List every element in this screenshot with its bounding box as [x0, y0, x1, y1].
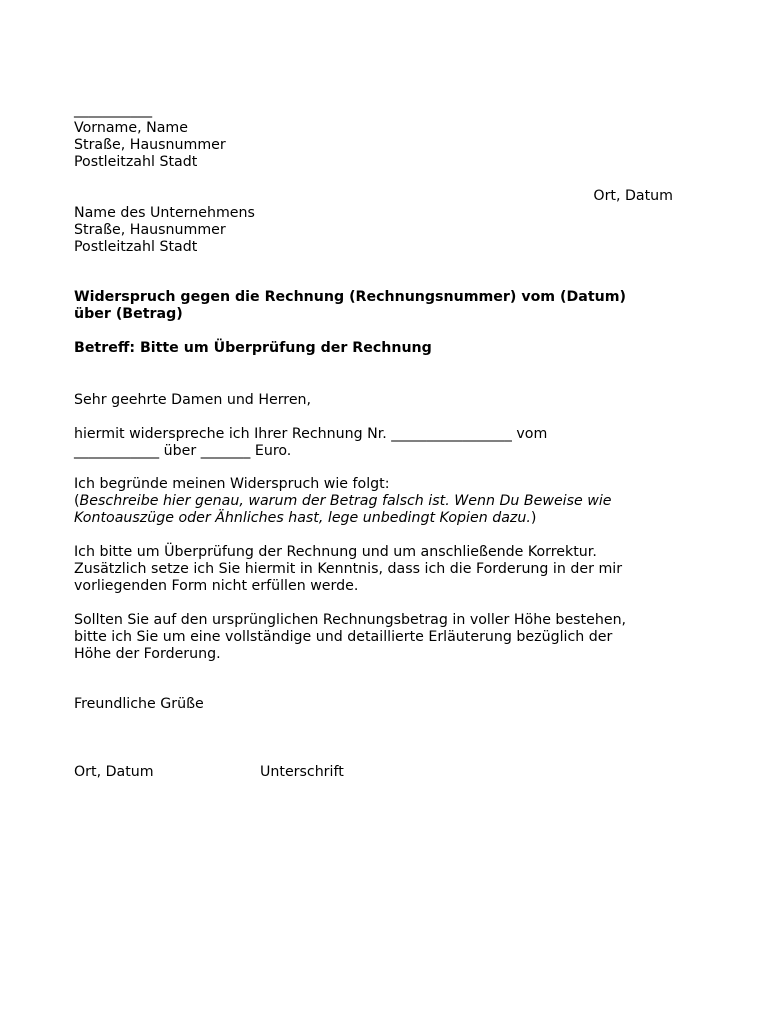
place-date-top: Ort, Datum	[593, 188, 673, 204]
subject-line-2: über (Betrag)	[74, 306, 183, 322]
paragraph3-line-1: Ich bitte um Überprüfung der Rechnung und um anschließende Korrektur.	[74, 544, 597, 560]
sender-underline: ___________	[74, 102, 153, 118]
paragraph2-line-2	[74, 493, 612, 510]
footer-signature: Unterschrift	[260, 764, 344, 780]
paragraph2-italic-1: Beschreibe hier genau, warum der Betrag falsch ist. Wenn Du Beweise wie	[79, 493, 612, 509]
recipient-city: Postleitzahl Stadt	[74, 239, 198, 255]
salutation: Sehr geehrte Damen und Herren,	[74, 392, 312, 408]
recipient-street: Straße, Hausnummer	[74, 222, 226, 238]
paragraph2-italic-2: Kontoauszüge oder Ähnliches hast, lege unbedingt Kopien dazu.	[74, 510, 531, 526]
paragraph1-line-1: hiermit widerspreche ich Ihrer Rechnung Nr. _________________ vom	[74, 426, 548, 442]
paragraph4-line-2: bitte ich Sie um eine vollständige und detaillierte Erläuterung bezüglich der	[74, 629, 613, 645]
paragraph4-line-3: Höhe der Forderung.	[74, 646, 221, 662]
subject-line-1: Widerspruch gegen die Rechnung (Rechnungsnummer) vom (Datum)	[74, 289, 627, 305]
paragraph2-open-paren: (	[74, 493, 80, 509]
closing: Freundliche Grüße	[74, 696, 204, 712]
paragraph3-line-2: Zusätzlich setze ich Sie hiermit in Kenntnis, dass ich die Forderung in der mir	[74, 561, 623, 577]
footer-place-date: Ort, Datum	[74, 764, 154, 780]
paragraph4-line-1: Sollten Sie auf den ursprünglichen Rechnungsbetrag in voller Höhe bestehen,	[74, 612, 627, 628]
paragraph1-line-2: ____________ über _______ Euro.	[74, 443, 292, 459]
sender-name: Vorname, Name	[74, 120, 188, 136]
recipient-company: Name des Unternehmens	[74, 205, 255, 221]
paragraph2-line-1: Ich begründe meinen Widerspruch wie folgt:	[74, 476, 390, 492]
sender-street: Straße, Hausnummer	[74, 137, 226, 153]
betreff-line: Betreff: Bitte um Überprüfung der Rechnung	[74, 340, 432, 356]
sender-city: Postleitzahl Stadt	[74, 154, 198, 170]
paragraph2-close-paren: )	[530, 510, 537, 526]
paragraph2-line-3	[74, 510, 536, 527]
paragraph3-line-3: vorliegenden Form nicht erfüllen werde.	[74, 578, 359, 594]
